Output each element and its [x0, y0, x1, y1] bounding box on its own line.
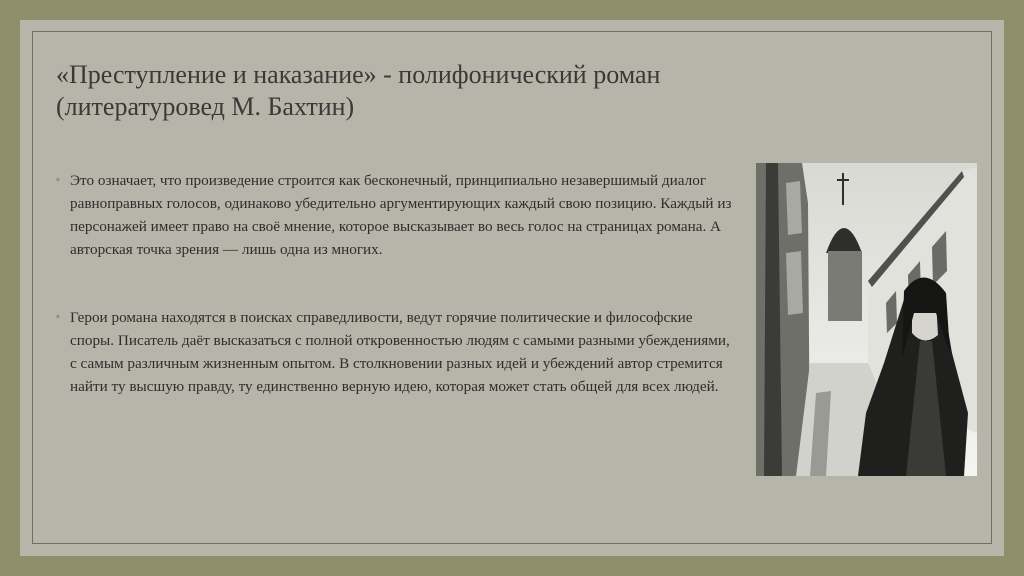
street-sketch-icon: [756, 163, 977, 476]
slide-title-line-2: (литературовед М. Бахтин): [56, 92, 355, 121]
bullet-item-dialogue: [56, 169, 738, 261]
slide-title: [56, 59, 776, 123]
bullet-list: [56, 169, 738, 398]
bullet-circle-icon: ◦: [56, 174, 60, 186]
bullet-circle-icon: ◦: [56, 311, 60, 323]
bullet-text: Герои романа находятся в поисках справедливости, ведут горячие политические и философские споры. Писатель даёт высказаться с полной откровенностью людям с самыми разными убеждениями, с самым различным жизненным опытом. В столкновении разных идей и убеждений автор стремится найти ту высшую правду, ту единственно верную идею, которая может стать общей для всех людей.: [70, 309, 730, 395]
slide-title-line-1: «Преступление и наказание» - полифонический роман: [56, 60, 661, 89]
bullet-item-heroes: [56, 306, 738, 398]
bullet-text: Это означает, что произведение строится как бесконечный, принципиально незавершимый диалог равноправных голосов, одинаково убедительно аргументирующих каждый свою позицию. Каждый из персонажей имеет право на своё мнение, которое высказывает во весь голос на страницах романа. А авторская точка зрения — лишь одна из многих.: [70, 172, 732, 258]
raskolnikov-illustration: [756, 163, 977, 476]
slide: [20, 20, 1004, 556]
